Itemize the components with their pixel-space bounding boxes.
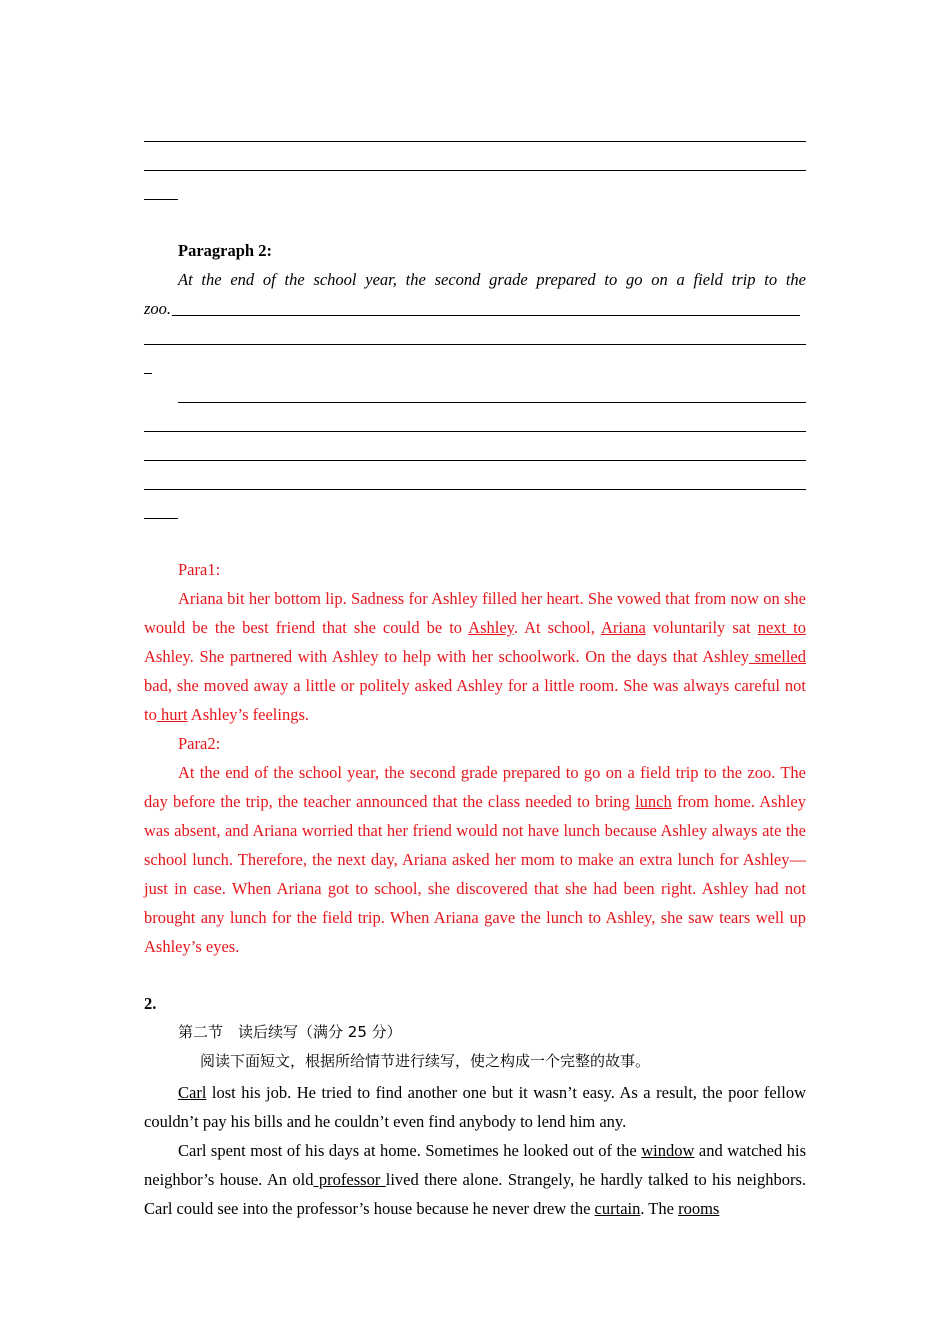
instruction: 阅读下面短文，根据所给情节进行续写，使之构成一个完整的故事。 bbox=[200, 1052, 651, 1070]
answer-para2-text: At the end of the school year, the second grade prepared to go on a field trip to the zoo. The day before the trip, the teacher announced that the class needed to bring lunch from home. Ashley was absent, and Ariana worried that her friend would not have lunch because Ashley always ate the school lunch. Therefore, the next day, Ariana asked her mom to make an extra lunch for Ashley—just in case. When Ariana got to school, she discovered that she had been right. Ashley had not brought any lunch for the field trip. When Ariana gave the lunch to Ashley, she saw tears well up Ashley’s eyes. bbox=[144, 763, 806, 956]
answer-line bbox=[178, 402, 806, 403]
answer-line bbox=[172, 315, 800, 316]
answer-line bbox=[144, 460, 806, 461]
answer-line bbox=[144, 170, 806, 171]
answer-line-stub bbox=[144, 518, 178, 519]
story-paragraph-2: Carl spent most of his days at home. Sometimes he looked out of the window and watched his neighbor’s house. An old professor lived there alone. Strangely, he hardly talked to his neighbors. Carl could see into the professor’s house because he never drew the curtain. The rooms bbox=[144, 1141, 806, 1218]
story-paragraph-1: Carl lost his job. He tried to find another one but it wasn’t easy. As a result, the poor fellow couldn’t pay his bills and he couldn’t even find anybody to lend him any. bbox=[144, 1083, 806, 1131]
answer-line-stub bbox=[144, 199, 178, 200]
answer-line bbox=[144, 141, 806, 142]
answer-line bbox=[144, 431, 806, 432]
answer-para1-label: Para1: bbox=[178, 560, 221, 579]
paragraph2-prompt-continued: zoo. bbox=[144, 299, 172, 318]
answer-line-stub bbox=[144, 373, 152, 374]
section-title: 第二节 读后续写（满分 25 分） bbox=[178, 1023, 402, 1041]
answer-line bbox=[144, 489, 806, 490]
answer-para2-label: Para2: bbox=[178, 734, 221, 753]
paragraph2-heading: Paragraph 2: bbox=[178, 241, 272, 260]
answer-line bbox=[144, 344, 806, 345]
paragraph2-prompt: At the end of the school year, the second grade prepared to go on a field trip to the bbox=[178, 270, 806, 289]
question-number: 2. bbox=[144, 994, 157, 1013]
answer-para1-text: Ariana bit her bottom lip. Sadness for Ashley filled her heart. She vowed that from now on she would be the best friend that she could be to Ashley. At school, Ariana voluntarily sat next to Ashley. She partnered with Ashley to help with her schoolwork. On the days that Ashley smelled bad, she moved away a little or politely asked Ashley for a little room. She was always careful not to hurt Ashley’s feelings. bbox=[144, 589, 806, 724]
